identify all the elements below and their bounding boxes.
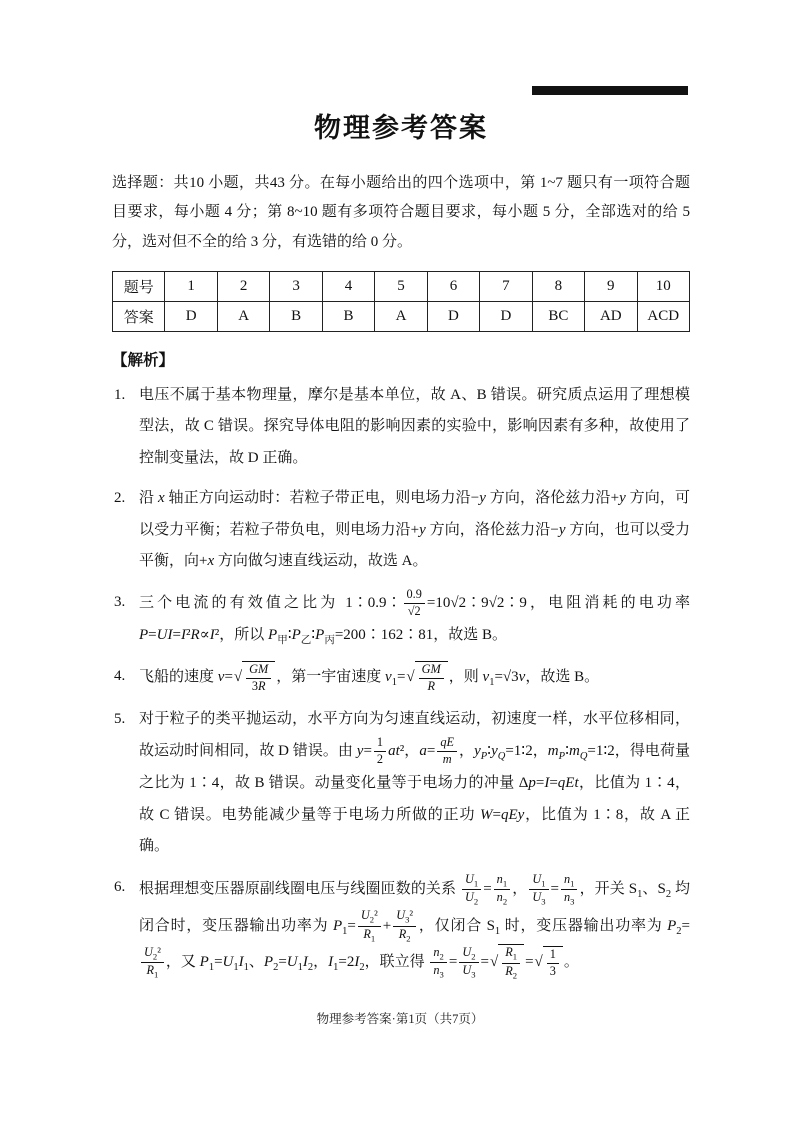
answer-cell: D bbox=[427, 301, 479, 331]
table-row-question-numbers bbox=[113, 271, 690, 301]
answer-cell: AD bbox=[585, 301, 637, 331]
answer-cell: 10 bbox=[637, 271, 689, 301]
answer-cell: 7 bbox=[480, 271, 532, 301]
answer-cell: 2 bbox=[217, 271, 269, 301]
analysis-header: 【解析】 bbox=[112, 351, 175, 369]
answer-cell: 4 bbox=[322, 271, 374, 301]
item-text: 电压不属于基本物理量，摩尔是基本单位，故 A、B 错误。研究质点运用了理想模型法，故 C 错误。探究导体电阻的影响因素的实验中，影响因素有多种，故使用了控制变量法，故 D 正确。 bbox=[139, 386, 690, 466]
answer-cell: A bbox=[375, 301, 427, 331]
document-content bbox=[112, 0, 690, 991]
item-number: 1. bbox=[114, 386, 126, 403]
analysis-item-2 bbox=[112, 483, 690, 578]
item-number: 3. bbox=[114, 593, 126, 610]
answer-cell: D bbox=[480, 301, 532, 331]
item-number: 5. bbox=[114, 710, 126, 727]
page-footer: 物理参考答案·第1页（共7页） bbox=[316, 1012, 484, 1026]
item-text: 对于粒子的类平抛运动，水平方向为匀速直线运动，初速度一样，水平位移相同，故运动时间相同，故 D 错误。由 y= $\frac{1}{2}$ at²，a= $\frac{qE}{m}$ ，$y_P∶y_Q=1∶2$，$m_P∶m_Q=1∶2$，得电荷量之比为 1∶4，故 B 错误。动量变化量等于电场力的冲量 Δp=I=qEt，比值为 1∶4，故 C 错误。电势能减少量等于电场力所做的正功 W=qEy，比值为 1∶8，故 A 正确。 bbox=[139, 710, 690, 855]
page-title: 物理参考答案 bbox=[314, 113, 488, 143]
answer-cell: BC bbox=[532, 301, 584, 331]
answer-cell: ACD bbox=[637, 301, 689, 331]
item-text: 飞船的速度 v=√ GM 3R ，第一宇宙速度 $v_1=√$ GM R ，则 $v_1=√3v$，故选 B。 bbox=[139, 661, 600, 693]
row-header: 题号 bbox=[113, 271, 165, 301]
item-text: 三个电流的有效值之比为 1∶0.9∶ $\frac{0.9}{√2}$ =10√2∶9√2∶9，电阻消耗的电功率 P=UI=I²R∝I²，所以 $P_甲∶P_乙∶P_丙=200∶162∶81$，故选 B。 bbox=[139, 586, 690, 646]
answer-table bbox=[112, 271, 690, 332]
answer-cell: 6 bbox=[427, 271, 479, 301]
answer-cell: 9 bbox=[585, 271, 637, 301]
item-text: 沿 x 轴正方向运动时：若粒子带正电，则电场力沿−y 方向，洛伦兹力沿+y 方向，可以受力平衡；若粒子带负电，则电场力沿+y 方向，洛伦兹力沿−y 方向，也可以受力平衡，向+x 方向做匀速直线运动，故选 A。 bbox=[139, 490, 690, 570]
row-header: 答案 bbox=[113, 301, 165, 331]
analysis-item-4 bbox=[112, 661, 690, 695]
answer-cell: D bbox=[165, 301, 217, 331]
table-row-answers bbox=[113, 301, 690, 331]
item-number: 6. bbox=[114, 878, 126, 895]
answer-cell: B bbox=[322, 301, 374, 331]
answer-cell: A bbox=[217, 301, 269, 331]
answer-cell: 3 bbox=[270, 271, 322, 301]
analysis-item-5 bbox=[112, 704, 690, 863]
analysis-item-6 bbox=[112, 872, 690, 982]
analysis-item-1 bbox=[112, 380, 690, 475]
item-text: 根据理想变压器原副线圈电压与线圈匝数的关系 $\frac{U_1}{U_2}$ = $\frac{n_1}{n_2}$ ， $\frac{U_1}{U_3}$ = $\frac{n_1}{n_3}$ ，开关 $S_1$、$S_2$ 均闭合时，变压器输出功率为 $P_1=$ $\frac{U_2^2}{R_1}$ + $\frac{U_3^2}{R_2}$ ，仅闭合 $S_1$ 时，变压器输出功率为 $P_2=$ $\frac{U_2^2}{R_1}$ ，又 $P_1=U_1I_1$、$P_2=U_1I_2$，$I_1=2I_2$，联立得 $\frac{n_2}{n_3}$ = $\frac{U_2}{U_3}$ =√ $R_1$ $R_2$ =√ 1 3 。 bbox=[139, 871, 690, 981]
analysis-item-3 bbox=[112, 587, 690, 652]
intro-paragraph: 选择题：共10 小题，共43 分。在每小题给出的四个选项中，第 1~7 题只有一项符合题目要求，每小题 4 分；第 8~10 题有多项符合题目要求，每小题 5 分，全部选对的给 5 分，选对但不全的给 3 分，有选错的给 0 分。 bbox=[112, 175, 690, 250]
item-number: 4. bbox=[114, 667, 126, 684]
answer-cell: B bbox=[270, 301, 322, 331]
answer-cell: 5 bbox=[375, 271, 427, 301]
answer-cell: 8 bbox=[532, 271, 584, 301]
answer-cell: 1 bbox=[165, 271, 217, 301]
item-number: 2. bbox=[114, 490, 126, 507]
